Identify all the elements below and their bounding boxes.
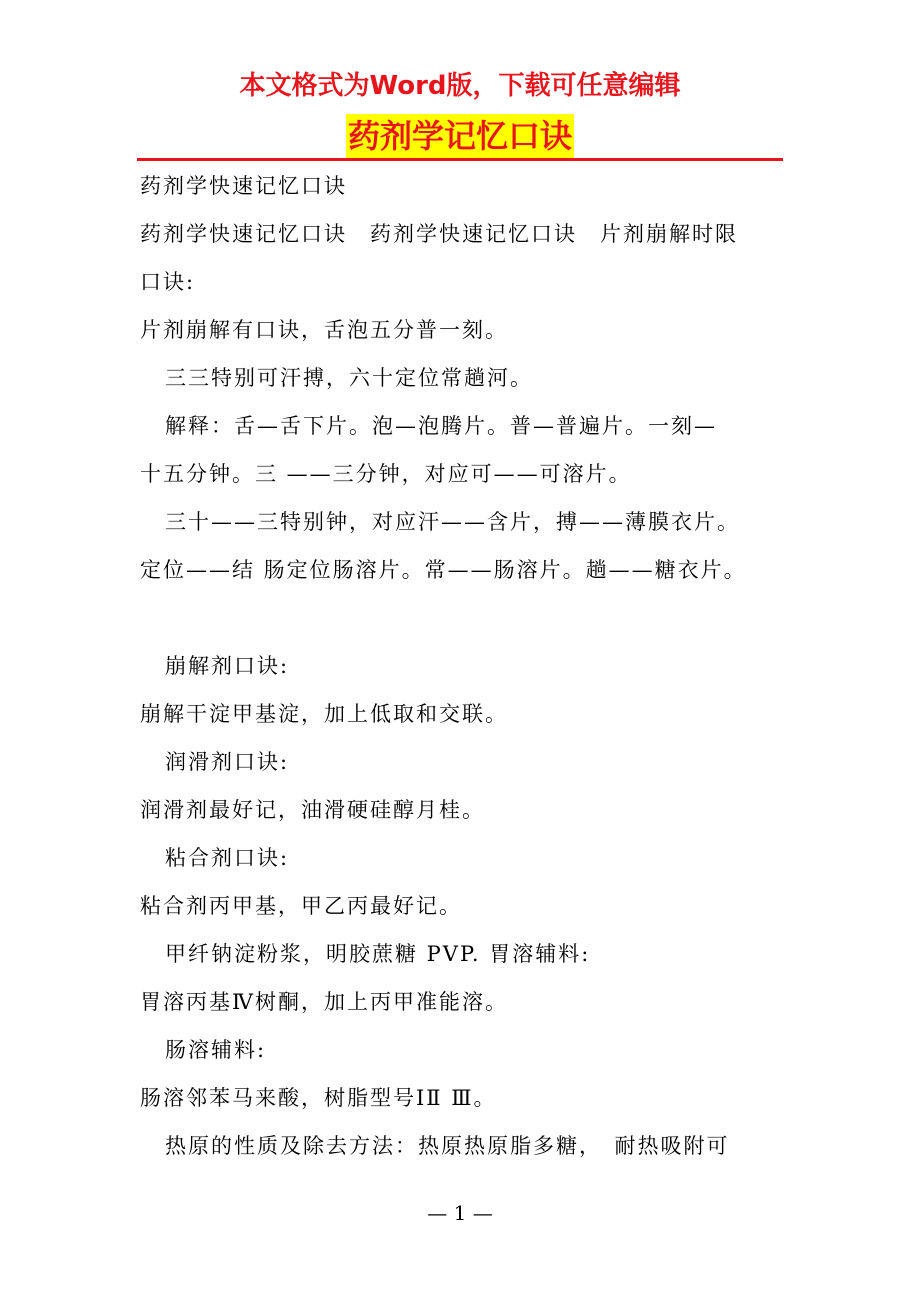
page-number: — 1 — (427, 1201, 493, 1225)
body-line: 崩解干淀甲基淀，加上低取和交联。 (140, 702, 508, 726)
body-line: 三三特别可汗搏，六十定位常趟河。 (165, 366, 533, 390)
body-line: 片剂崩解有口诀，舌泡五分普一刻。 (140, 318, 508, 342)
document-title: 药剂学记忆口诀 (346, 114, 574, 158)
body-line: 药剂学快速记忆口诀 (140, 174, 347, 198)
body-line: 定位——结 肠定位肠溶片。常——肠溶片。趟——糖衣片。 (140, 558, 747, 582)
download-notice: 本文格式为Word版，下载可任意编辑 (239, 71, 681, 101)
body-line: 药剂学快速记忆口诀 药剂学快速记忆口诀 片剂崩解时限 (140, 222, 738, 246)
body-line: 甲纤钠淀粉浆，明胶蔗糖 PVP. 胃溶辅料: (165, 942, 591, 966)
body-line: 润滑剂最好记，油滑硬硅醇月桂。 (140, 798, 485, 822)
body-line: 肠溶辅料: (165, 1038, 267, 1062)
body-line: 口诀: (140, 270, 196, 294)
body-line: 粘合剂丙甲基，甲乙丙最好记。 (140, 894, 462, 918)
body-line: 热原的性质及除去方法：热原热原脂多糖， 耐热吸附可 (165, 1134, 730, 1158)
header-divider (137, 158, 783, 161)
body-line: 胃溶丙基Ⅳ树酮，加上丙甲准能溶。 (140, 990, 508, 1014)
body-line: 粘合剂口诀: (165, 846, 290, 870)
body-line: 十五分钟。三 ——三分钟，对应可——可溶片。 (140, 462, 632, 486)
body-line: 肠溶邻苯马来酸，树脂型号ⅠⅡ Ⅲ。 (140, 1086, 497, 1110)
body-line: 润滑剂口诀: (165, 750, 290, 774)
body-line: 崩解剂口诀: (165, 654, 290, 678)
body-line: 解释：舌—舌下片。泡—泡腾片。普—普遍片。一刻— (165, 414, 717, 438)
title-wrapper (0, 114, 920, 158)
body-line: 三十——三特别钟，对应汗——含片，搏——薄膜衣片。 (165, 510, 740, 534)
